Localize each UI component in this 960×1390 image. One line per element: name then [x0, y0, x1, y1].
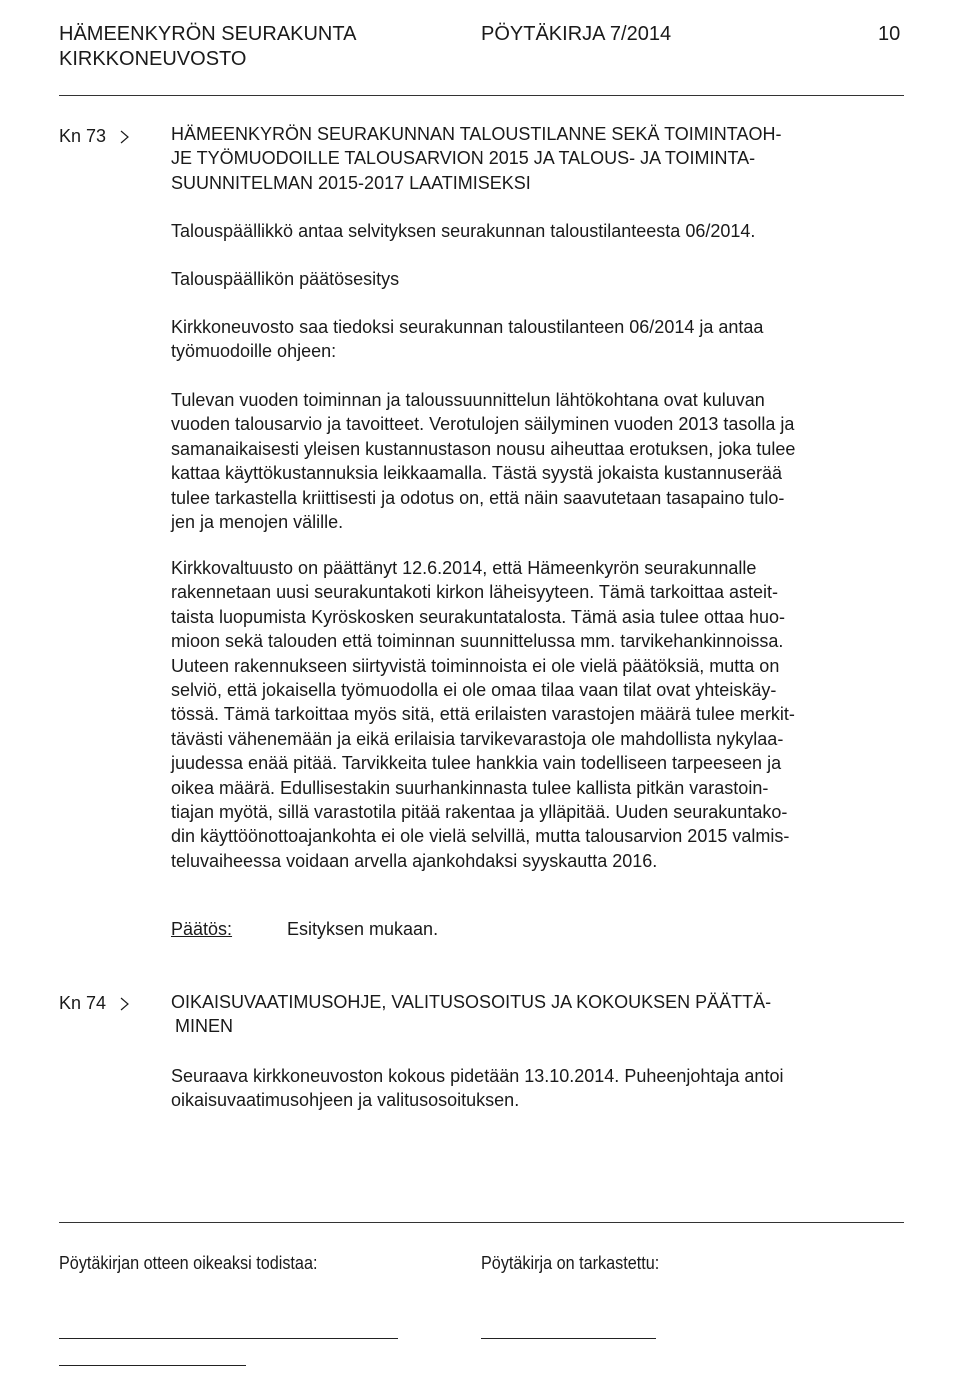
section-mark-kn74 [120, 997, 130, 1011]
paragraph-line: juudessa enää pitää. Tarvikkeita tulee hankkia vain todelliseen tarpeeseen ja [171, 753, 782, 774]
paragraph-line: tössä. Tämä tarkoittaa myös sitä, että erilaisten varastojen määrä tulee merkit- [171, 704, 795, 725]
signature-line-2 [59, 1365, 246, 1366]
header-rule [59, 95, 904, 96]
section-number-kn73: Kn 73 [59, 126, 107, 146]
decision-text: Esityksen mukaan. [287, 919, 439, 939]
paragraph-line: rakennetaan uusi seurakuntakoti kirkon läheisyyteen. Tämä tarkoittaa asteit- [171, 582, 778, 603]
paragraph-line: Kirkkovaltuusto on päättänyt 12.6.2014, että Hämeenkyrön seurakunnalle [171, 558, 757, 578]
paragraph-line: Uuteen rakennukseen siirtyvistä toiminnoista ei ole vielä päätöksiä, mutta on [171, 655, 780, 676]
section-title-kn73 [171, 122, 781, 195]
section-title-line: SUUNNITELMAN 2015-2017 LAATIMISEKSI [171, 172, 531, 193]
proposal-text [171, 315, 763, 364]
section-intro [171, 219, 755, 243]
section-title-line: OIKAISUVAATIMUSOHJE, VALITUSOSOITUS JA KOKOUKSEN PÄÄTTÄ- [171, 992, 772, 1012]
section-title-line: JE TYÖMUODOILLE TALOUSARVION 2015 JA TALOUS- JA TOIMINTA- [171, 148, 756, 169]
header-page-number: 10 [878, 23, 901, 45]
paragraph-2 [171, 556, 795, 873]
footer-rule [59, 1222, 904, 1223]
section-title-kn74 [171, 990, 771, 1039]
body-line: Seuraava kirkkoneuvoston kokous pidetään 13.10.2014. Puheenjohtaja antoi [171, 1066, 784, 1086]
proposal-heading-text: Talouspäällikön päätösesitys [171, 269, 400, 289]
paragraph-line: kattaa käyttökustannuksia leikkaamalla. Tästä syystä jokaista kustannuserää [171, 463, 782, 484]
section-body-kn74 [171, 1064, 783, 1113]
decision-label: Päätös: [171, 919, 233, 939]
proposal-heading [171, 267, 399, 291]
header-org-line1: HÄMEENKYRÖN SEURAKUNTA [59, 23, 357, 45]
paragraph-line: Tulevan vuoden toiminnan ja taloussuunnittelun lähtökohtana ovat kuluvan [171, 390, 765, 410]
paragraph-line: teluvaiheessa voidaan arvella ajankohdaksi syyskautta 2016. [171, 850, 658, 871]
paragraph-line: taista luopumista Kyröskosken seurakuntatalosta. Tämä asia tulee ottaa huo- [171, 606, 786, 627]
header-org-line2: KIRKKONEUVOSTO [59, 48, 247, 70]
intro-line: Talouspäällikkö antaa selvityksen seurakunnan taloustilanteesta 06/2014. [171, 221, 756, 241]
section-mark-kn73 [120, 130, 130, 144]
paragraph-line: tävästi vähenemään ja eikä erilaisia tarvikevarastoja ole mahdollista nykylaa- [171, 728, 784, 749]
paragraph-line: oikea määrä. Edullisestakin suurhankinnasta tulee kallista pitkän varastoin- [171, 777, 769, 798]
paragraph-line: tiajan myötä, sillä varastotila pitää rakentaa ja ylläpitää. Uuden seurakuntako- [171, 801, 788, 822]
proposal-line: Kirkkoneuvosto saa tiedoksi seurakunnan taloustilanteen 06/2014 ja antaa [171, 317, 764, 337]
signature-line-3 [481, 1338, 656, 1339]
section-title-line: MINEN [175, 1016, 233, 1037]
section-title-line: HÄMEENKYRÖN SEURAKUNNAN TALOUSTILANNE SEKÄ TOIMINTAOH- [171, 124, 782, 144]
paragraph-line: vuoden talousarvio ja tavoitteet. Verotulojen säilyminen vuoden 2013 tasolla ja [171, 414, 795, 435]
footer-certify-label: Pöytäkirjan otteen oikeaksi todistaa: [59, 1253, 318, 1273]
paragraph-line: tulee tarkastella kriittisesti ja odotus on, että näin saavutetaan tasapaino tulo- [171, 487, 785, 508]
signature-line-1 [59, 1338, 398, 1339]
paragraph-line: jen ja menojen välille. [171, 511, 344, 532]
header-doc-title: PÖYTÄKIRJA 7/2014 [481, 23, 672, 45]
paragraph-line: din käyttöönottoajankohta ei ole vielä selvillä, mutta talousarvion 2015 valmis- [171, 826, 790, 847]
section-number-kn74: Kn 74 [59, 993, 107, 1013]
footer-checked-label: Pöytäkirja on tarkastettu: [481, 1253, 660, 1273]
paragraph-line: mioon sekä talouden että toiminnan suunnittelussa mm. tarvikehankinnoissa. [171, 631, 784, 652]
paragraph-line: selviö, että jokaisella työmuodolla ei ole omaa tilaa vaan tilat ovat yhteiskäy- [171, 679, 777, 700]
proposal-line: työmuodoille ohjeen: [171, 341, 337, 362]
paragraph-line: samanaikaisesti yleisen kustannustason nousu aiheuttaa erotuksen, joka tulee [171, 438, 796, 459]
body-line: oikaisuvaatimusohjeen ja valitusosoituksen. [171, 1090, 520, 1111]
paragraph-1 [171, 388, 795, 534]
